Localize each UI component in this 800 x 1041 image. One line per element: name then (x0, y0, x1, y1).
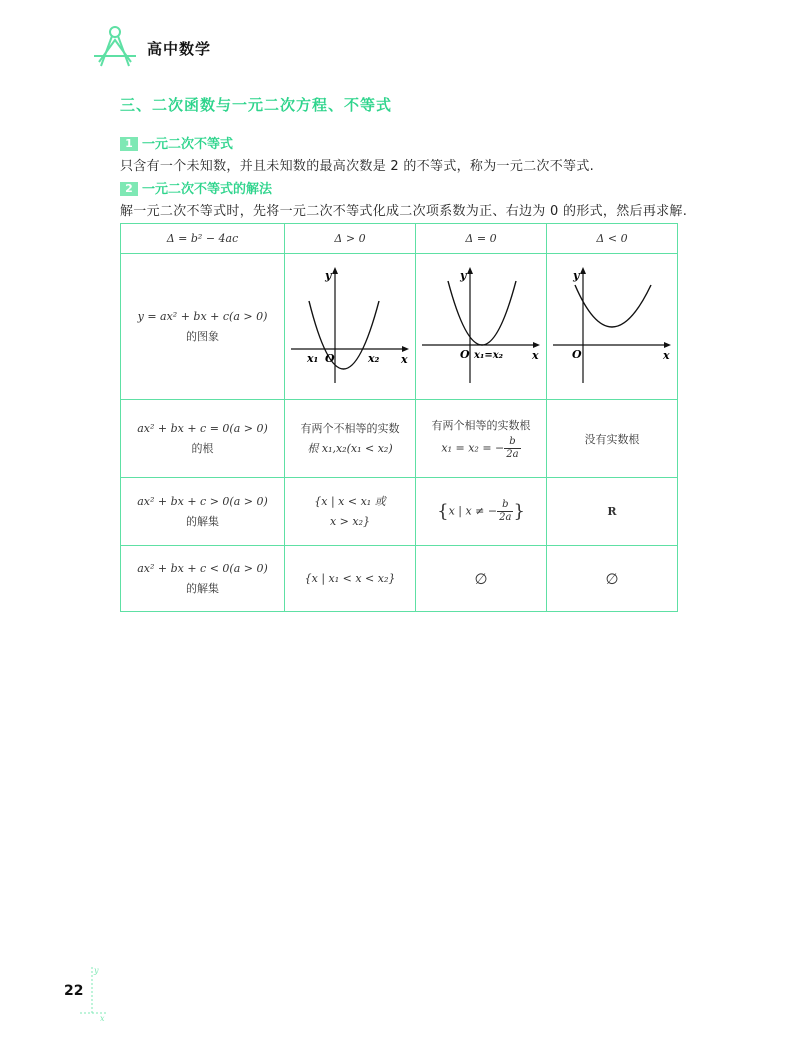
y-axis-arrow (332, 267, 338, 274)
roots-eq-prefix: x₁ = x₂ = − (441, 441, 505, 455)
header-title: 高中数学 (147, 40, 212, 58)
parabola-graph-no-root (551, 261, 673, 389)
subhead-1-number: 1 (120, 137, 138, 151)
gt0-gt-line2: x > x₂} (329, 514, 371, 528)
parabola-curve (448, 281, 516, 345)
parabola-curve (575, 285, 651, 327)
y-axis-label: y (460, 269, 467, 282)
graph-cell-eq (416, 254, 547, 400)
x-axis-arrow (533, 342, 540, 348)
roots-lt: 没有实数根 (547, 400, 678, 478)
y-axis-arrow (467, 267, 473, 274)
roots-eq-fraction (504, 436, 520, 461)
header-delta-positive: Δ > 0 (285, 224, 416, 254)
roots-gt-line2: 根 x₁,x₂(x₁ < x₂) (307, 441, 393, 455)
row-label-graph-line1: y = ax² + bx + c(a > 0) (137, 309, 268, 323)
fraction-numerator: b (502, 499, 509, 510)
subhead-2-number: 2 (120, 182, 138, 196)
svg-text:x: x (100, 1014, 105, 1023)
svg-text:y: y (94, 966, 99, 975)
gt0-eq (416, 478, 547, 546)
row-label-lt0-line1: ax² + bx + c < 0(a > 0) (137, 561, 268, 575)
page-number: 22 (64, 983, 84, 999)
y-axis-arrow (580, 267, 586, 274)
subhead-1 (120, 133, 233, 152)
header-delta-negative: Δ < 0 (547, 224, 678, 254)
roots-gt-line1: 有两个不相等的实数 (300, 421, 400, 435)
row-label-roots-line2: 的根 (191, 441, 214, 455)
roots-eq-formula (420, 436, 542, 461)
table-row-lt0 (121, 546, 678, 612)
roots-eq (416, 400, 547, 478)
table-row-gt0 (121, 478, 678, 546)
row-label-gt0-line2: 的解集 (186, 514, 219, 528)
y-axis-label: y (573, 269, 580, 282)
x-axis-label: x (532, 349, 539, 362)
row-label-gt0-line1: ax² + bx + c > 0(a > 0) (137, 494, 268, 508)
table-row-graph (121, 254, 678, 400)
origin-label: O (572, 348, 582, 361)
fraction-denominator: 2a (499, 512, 512, 523)
compass-logo-icon (92, 22, 138, 70)
subhead-1-label: 一元二次不等式 (142, 137, 234, 152)
header-discriminant: Δ = b² − 4ac (121, 224, 285, 254)
row-label-roots (121, 400, 285, 478)
set-close-brace: } (513, 501, 525, 522)
row-label-roots-line1: ax² + bx + c = 0(a > 0) (137, 421, 268, 435)
root-x2-label: x₂ (368, 352, 380, 365)
section-title: 三、二次函数与一元二次方程、不等式 (120, 96, 393, 114)
fraction-numerator: b (509, 436, 516, 447)
origin-label: O (460, 348, 470, 361)
row-label-graph-line2: 的图象 (186, 329, 219, 343)
roots-eq-line1: 有两个相等的实数根 (431, 419, 531, 432)
row-label-lt0-line2: 的解集 (186, 581, 219, 595)
x-axis-label: x (663, 349, 670, 362)
graph-cell-gt (285, 254, 416, 400)
gt0-eq-prefix: x | x ≠ − (448, 504, 498, 518)
root-x1-label: x₁ (307, 352, 319, 365)
paragraph-2: 解一元二次不等式时，先将一元二次不等式化成二次项系数为正、右边为 0 的形式，然后再求解. (120, 204, 688, 219)
parabola-graph-one-root (420, 261, 542, 389)
lt0-eq-empty-set: ∅ (416, 546, 547, 612)
graph-cell-lt (547, 254, 678, 400)
x-axis-arrow (402, 346, 409, 352)
lt0-lt-empty-set: ∅ (547, 546, 678, 612)
x-axis-label: x (401, 353, 408, 366)
gt0-lt: R (547, 478, 678, 546)
y-axis-label: y (325, 269, 332, 282)
row-label-gt0 (121, 478, 285, 546)
paragraph-1: 只含有一个未知数，并且未知数的最高次数是 2 的不等式，称为一元二次不等式. (120, 159, 595, 174)
gt0-gt (285, 478, 416, 546)
axis-corner-icon (80, 963, 110, 1023)
double-root-label: x₁=x₂ (474, 350, 504, 361)
roots-gt (285, 400, 416, 478)
fraction-denominator: 2a (506, 449, 519, 460)
gt0-eq-fraction (497, 499, 513, 524)
origin-label: O (325, 352, 335, 365)
x-axis-arrow (664, 342, 671, 348)
table-row-roots (121, 400, 678, 478)
row-label-lt0 (121, 546, 285, 612)
parabola-graph-two-roots (289, 261, 411, 389)
header-delta-zero: Δ = 0 (416, 224, 547, 254)
gt0-gt-line1: {x | x < x₁ 或 (314, 494, 386, 508)
discriminant-table (120, 223, 678, 612)
subhead-2 (120, 178, 272, 197)
lt0-gt: {x | x₁ < x < x₂} (285, 546, 416, 612)
row-label-graph (121, 254, 285, 400)
subhead-2-label: 一元二次不等式的解法 (142, 182, 273, 197)
set-open-brace: { (437, 501, 449, 522)
table-header-row (121, 224, 678, 254)
